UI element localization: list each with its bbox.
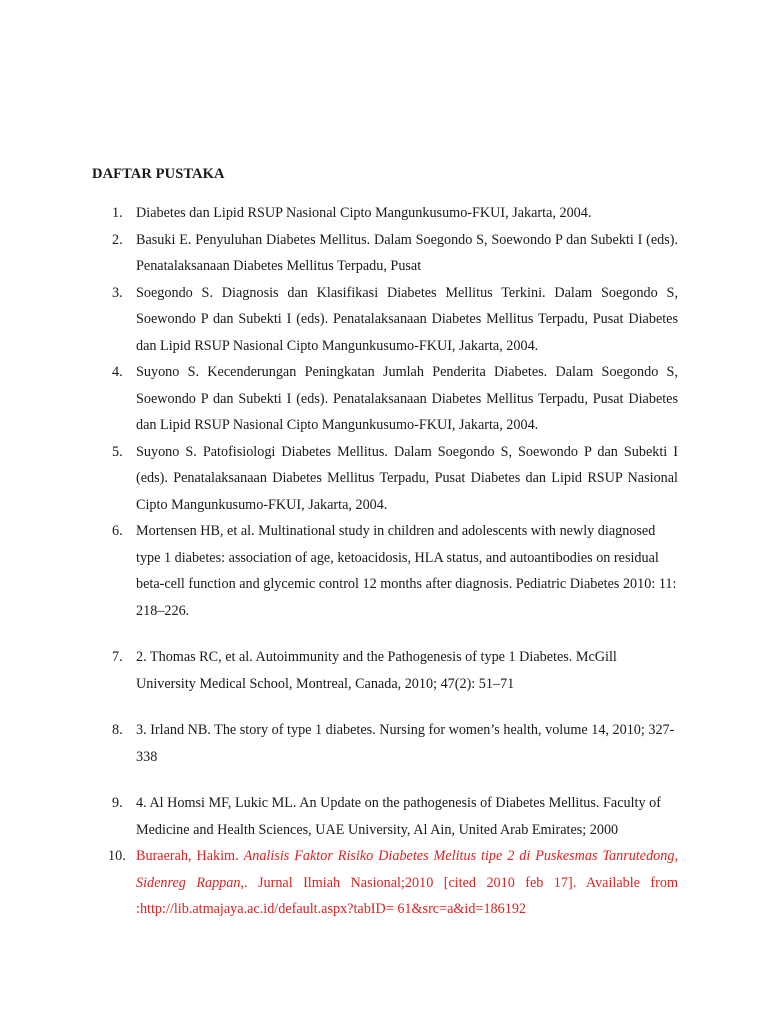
reference-text: Basuki E. Penyuluhan Diabetes Mellitus. Dalam Soegondo S, Soewondo P dan Subekti I (eds). Penatalaksanaan Diabetes Mellitus Terpadu, Pusat	[136, 231, 678, 274]
reference-text: 2. Thomas RC, et al. Autoimmunity and the Pathogenesis of type 1 Diabetes. McGill University Medical School, Montreal, Canada, 2010; 47(2): 51–71	[136, 649, 617, 692]
reference-item	[92, 439, 678, 519]
reference-text: 4. Al Homsi MF, Lukic ML. An Update on the pathogenesis of Diabetes Mellitus. Faculty of Medicine and Health Sciences, UAE University, Al Ain, United Arab Emirates; 2000	[136, 795, 661, 838]
reference-item	[92, 227, 678, 280]
reference-number: 9.	[112, 795, 123, 811]
reference-number: 7.	[112, 649, 123, 665]
reference-item	[92, 359, 678, 439]
reference-number: 2.	[112, 231, 123, 248]
reference-text: Suyono S. Kecenderungan Peningkatan Jumlah Penderita Diabetes. Dalam Soegondo S, Soewondo P dan Subekti I (eds). Penatalaksanaan Diabetes Mellitus Terpadu, Pusat Diabetes dan Lipid RSUP Nasional Cipto Mangunkusumo-FKUI, Jakarta, 2004.	[136, 364, 678, 433]
reference-item	[92, 280, 678, 360]
reference-source: . Jurnal Ilmiah Nasional;2010 [cited 2010 feb 17]. Available from :http://lib.atmajaya.ac.id/default.aspx?tabID= 61&src=a&id=186192	[136, 874, 678, 917]
reference-text: Suyono S. Patofisiologi Diabetes Mellitus. Dalam Soegondo S, Soewondo P dan Subekti I (eds). Penatalaksanaan Diabetes Mellitus Terpadu, Pusat Diabetes dan Lipid RSUP Nasional Cipto Mangunkusumo-FKUI, Jakarta, 2004.	[136, 443, 678, 513]
reference-title: Analisis Faktor Risiko Diabetes Melitus tipe 2 di Puskesmas Tanrutedong, Sidenreg Rappan,	[136, 848, 678, 891]
reference-text: Soegondo S. Diagnosis dan Klasifikasi Diabetes Mellitus Terkini. Dalam Soegondo S, Soewondo P dan Subekti I (eds). Penatalaksanaan Diabetes Mellitus Terpadu, Pusat Diabetes dan Lipid RSUP Nasional Cipto Mangunkusumo-FKUI, Jakarta, 2004.	[136, 284, 678, 354]
reference-text	[136, 843, 678, 923]
reference-number: 4.	[112, 364, 123, 380]
reference-number: 1.	[112, 205, 123, 221]
reference-number: 8.	[112, 722, 123, 738]
reference-item	[92, 200, 678, 227]
page-title: DAFTAR PUSTAKA	[92, 166, 225, 182]
reference-number: 6.	[112, 523, 123, 539]
reference-item	[92, 518, 678, 624]
reference-item	[92, 790, 678, 843]
reference-text: 3. Irland NB. The story of type 1 diabetes. Nursing for women’s health, volume 14, 2010; 327-338	[136, 722, 675, 765]
reference-number: 3.	[112, 284, 123, 301]
reference-text: Mortensen HB, et al. Multinational study in children and adolescents with newly diagnosed type 1 diabetes: association of age, ketoacidosis, HLA status, and autoantibodies on residual beta-cell function and glycemic control 12 months after diagnosis. Pediatric Diabetes 2010: 11: 218–226.	[136, 523, 677, 619]
reference-number: 10.	[108, 848, 126, 864]
reference-list	[92, 200, 678, 923]
reference-item	[92, 717, 678, 770]
reference-item	[92, 644, 678, 697]
reference-number: 5.	[112, 443, 123, 460]
reference-author: Buraerah, Hakim.	[136, 848, 239, 864]
reference-text: Diabetes dan Lipid RSUP Nasional Cipto Mangunkusumo-FKUI, Jakarta, 2004.	[136, 205, 592, 221]
reference-item-highlighted	[92, 843, 678, 923]
